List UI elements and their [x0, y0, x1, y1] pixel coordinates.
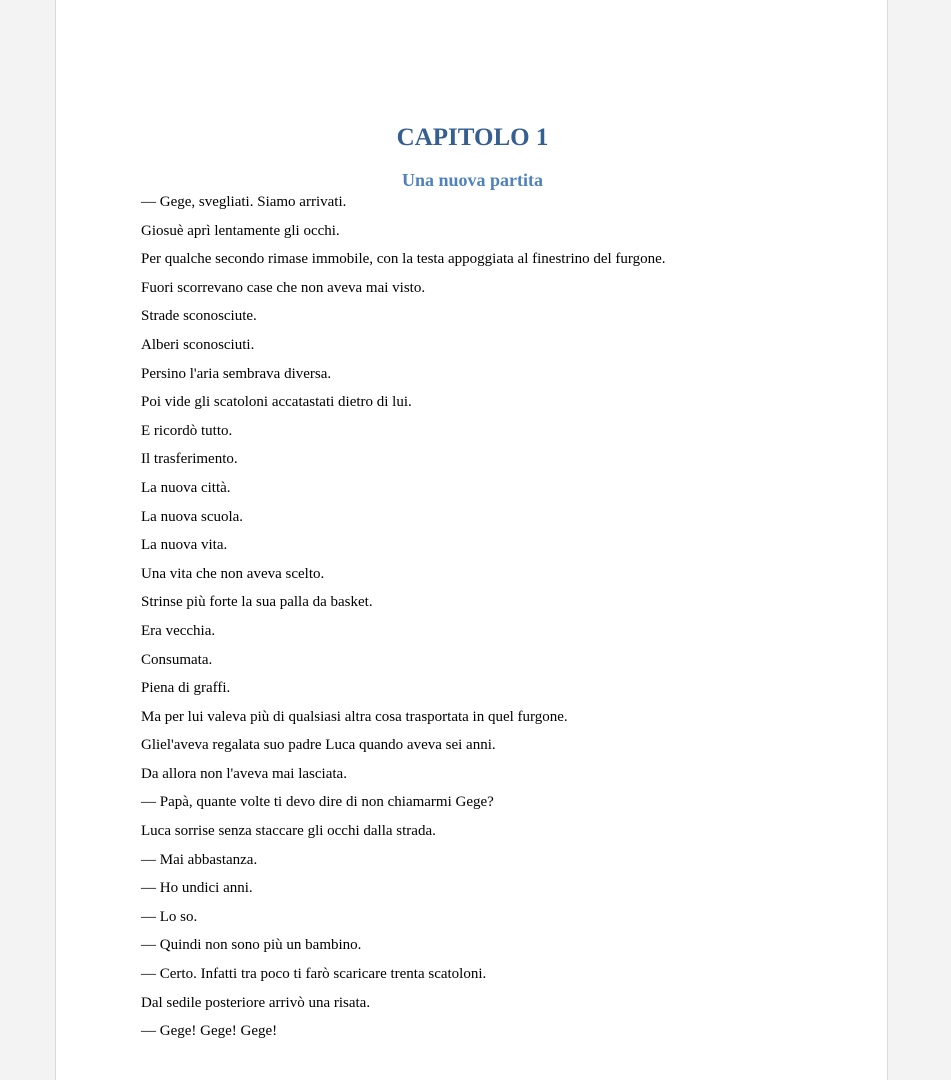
paragraph: La nuova vita.	[141, 537, 228, 554]
paragraph: La nuova scuola.	[141, 508, 244, 525]
paragraph: — Certo. Infatti tra poco ti farò scaricare trenta scatoloni.	[141, 966, 487, 983]
paragraph: Strinse più forte la sua palla da basket.	[141, 594, 373, 611]
paragraph: Piena di graffi.	[141, 680, 231, 697]
paragraph: Per qualche secondo rimase immobile, con la testa appoggiata al finestrino del furgone.	[141, 251, 666, 268]
paragraph: — Quindi non sono più un bambino.	[141, 937, 362, 954]
paragraph: La nuova città.	[141, 479, 231, 496]
paragraph: — Mai abbastanza.	[141, 851, 258, 868]
paragraph: — Ho undici anni.	[141, 880, 253, 897]
paragraph: — Gege, svegliati. Siamo arrivati.	[141, 194, 347, 210]
paragraph: Il trasferimento.	[141, 451, 238, 468]
paragraph: Ma per lui valeva più di qualsiasi altra cosa trasportata in quel furgone.	[141, 708, 568, 725]
paragraph: Gliel'aveva regalata suo padre Luca quando aveva sei anni.	[141, 737, 496, 754]
paragraph: Alberi sconosciuti.	[141, 336, 255, 353]
document-page	[55, 0, 888, 1080]
paragraph: — Papà, quante volte ti devo dire di non chiamarmi Gege?	[141, 794, 494, 811]
paragraph: Era vecchia.	[141, 622, 216, 639]
paragraph: Consumata.	[141, 651, 213, 668]
paragraph: Strade sconosciute.	[141, 308, 257, 325]
paragraph: Una vita che non aveva scelto.	[141, 565, 325, 582]
chapter-subtitle: Una nuova partita	[401, 170, 544, 190]
paragraph: E ricordò tutto.	[141, 422, 233, 439]
chapter-body	[141, 190, 841, 1048]
paragraph: Persino l'aria sembrava diversa.	[141, 365, 332, 382]
paragraph: Da allora non l'aveva mai lasciata.	[141, 765, 347, 782]
paragraph: Dal sedile posteriore arrivò una risata.	[141, 994, 371, 1011]
paragraph: Giosuè aprì lentamente gli occhi.	[141, 222, 340, 239]
paragraph: Fuori scorrevano case che non aveva mai visto.	[141, 279, 426, 296]
chapter-title: CAPITOLO 1	[396, 124, 549, 151]
paragraph: Luca sorrise senza staccare gli occhi dalla strada.	[141, 823, 436, 840]
paragraph: Poi vide gli scatoloni accatastati dietro di lui.	[141, 394, 412, 411]
paragraph: — Gege! Gege! Gege!	[141, 1023, 278, 1040]
paragraph: — Lo so.	[141, 908, 198, 925]
